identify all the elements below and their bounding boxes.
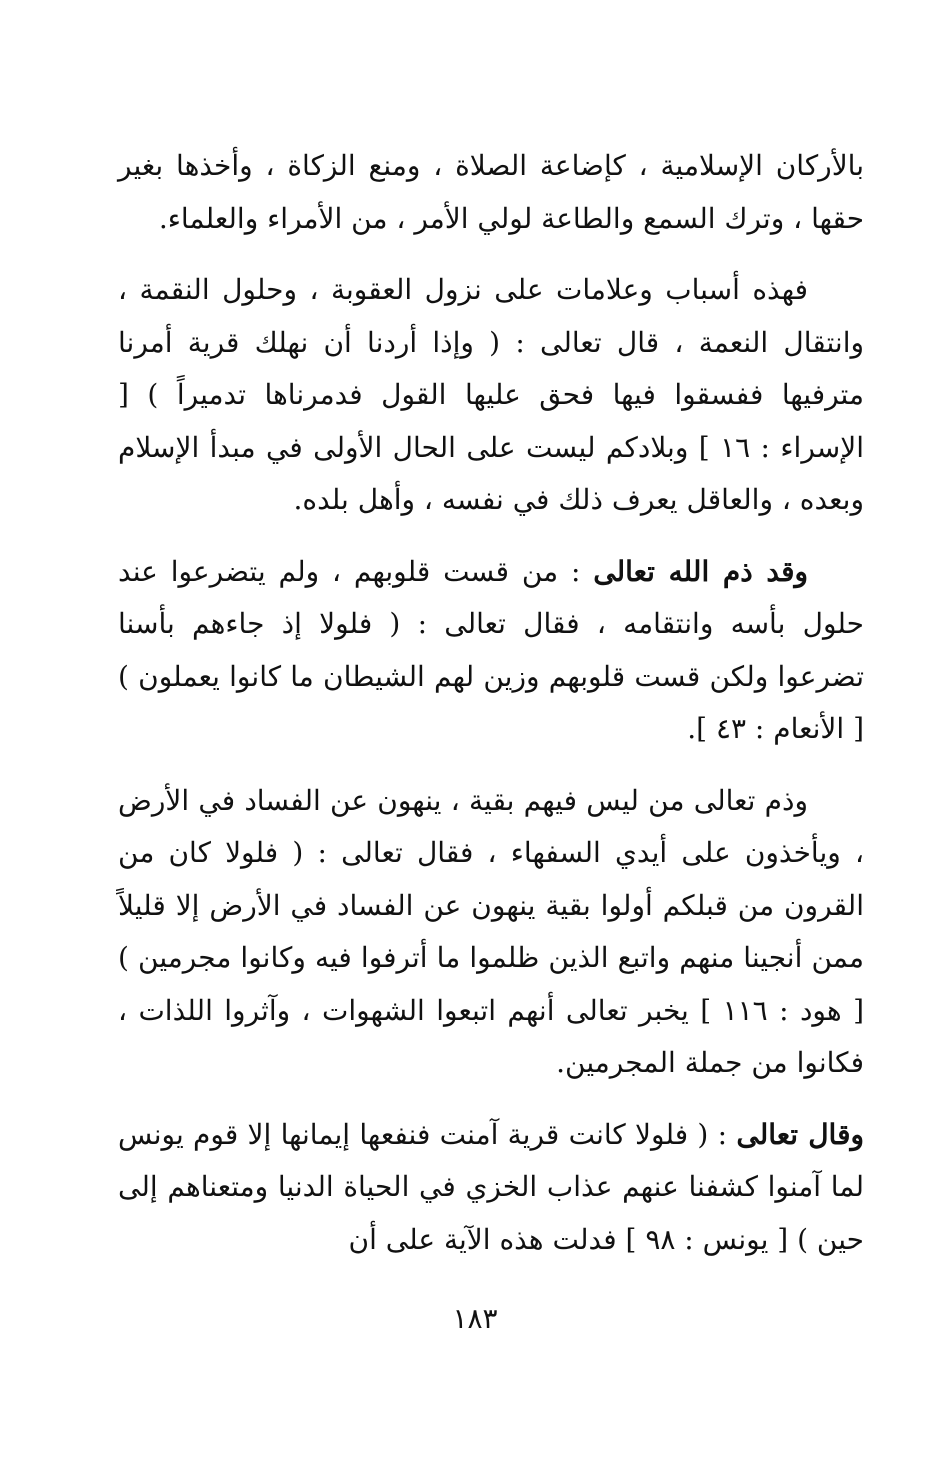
paragraph-5 [118, 1109, 864, 1267]
paragraph-3 [118, 546, 864, 756]
paragraph-2-text: فهذه أسباب وعلامات على نزول العقوبة ، وحلول النقمة ، وانتقال النعمة ، قال تعالى : ( وإذا أردنا أن نهلك قرية أمرنا مترفيها ففسقوا فيها فحق عليها القول فدمرناها تدميراً ) [ الإسراء : ١٦ ] وبلادكم ليست على الحال الأولى في مبدأ الإسلام وبعده ، والعاقل يعرف ذلك في نفسه ، وأهل بلده. [118, 273, 864, 516]
paragraph-3-text: : من قست قلوبهم ، ولم يتضرعوا عند حلول بأسه وانتقامه ، فقال تعالى : ( فلولا إذ جاءهم بأسنا تضرعوا ولكن قست قلوبهم وزين لهم الشيطان ما كانوا يعملون ) [ الأنعام : ٤٣ ]. [118, 554, 864, 745]
paragraph-2 [118, 264, 864, 527]
paragraph-4 [118, 775, 864, 1090]
paragraph-1-text: بالأركان الإسلامية ، كإضاعة الصلاة ، ومنع الزكاة ، وأخذها بغير حقها ، وترك السمع والطاعة لولي الأمر ، من الأمراء والعلماء. [118, 149, 864, 235]
paragraph-1 [118, 140, 864, 245]
page-number: ١٨٣ [452, 1302, 498, 1335]
paragraph-3-lead: وقد ذم الله تعالى [593, 554, 808, 588]
body-text [118, 140, 864, 1285]
paragraph-4-text: وذم تعالى من ليس فيهم بقية ، ينهون عن الفساد في الأرض ، ويأخذون على أيدي السفهاء ، فقال تعالى : ( فلولا كان من القرون من قبلكم أولوا بقية ينهون عن الفساد في الأرض إلا قليلاً ممن أنجينا منهم واتبع الذين ظلموا ما أترفوا فيه وكانوا مجرمين ) [ هود : ١١٦ ] يخبر تعالى أنهم اتبعوا الشهوات ، وآثروا اللذات ، فكانوا من جملة المجرمين. [118, 783, 864, 1079]
paragraph-5-text: : ( فلولا كانت قرية آمنت فنفعها إيمانها إلا قوم يونس لما آمنوا كشفنا عنهم عذاب الخزي في الحياة الدنيا ومتعناهم إلى حين ) [ يونس : ٩٨ ] فدلت هذه الآية على أن [118, 1117, 864, 1256]
paragraph-5-lead: وقال تعالى [736, 1117, 864, 1151]
